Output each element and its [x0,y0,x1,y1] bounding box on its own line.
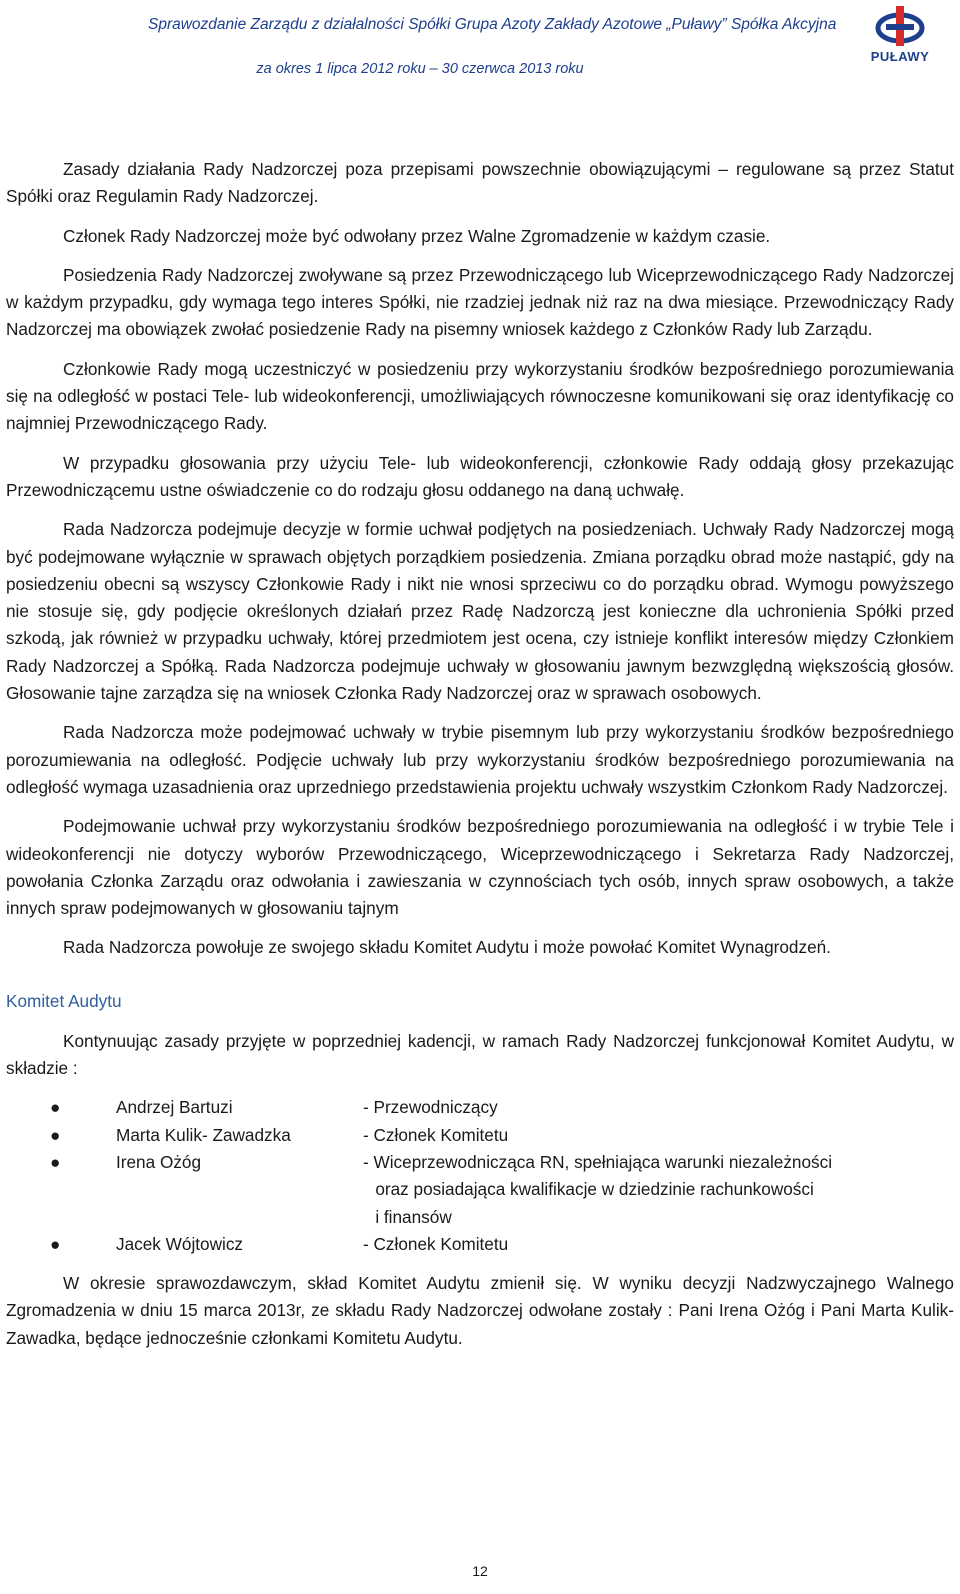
page-number: 12 [472,1563,488,1579]
paragraph-4: Członkowie Rady mogą uczestniczyć w posiedzeniu przy wykorzystaniu środków bezpośredniego porozumiewania się na odległość w postaci Tele- lub wideokonferencji, umożliwiających równoczesne komunikowani się oraz identyfikację co najmniej Przewodniczącego Rady. [6,358,954,434]
member-role: - Członek Komitetu [363,1233,509,1254]
list-item [6,1094,954,1121]
member-role: - Wiceprzewodnicząca RN, spełniająca warunki niezależności [363,1151,833,1172]
paragraph-8: Podejmowanie uchwał przy wykorzystaniu środków bezpośredniego porozumiewania na odległość i w trybie Tele i wideokonferencji nie dotyczy wyborów Przewodniczącego, Wiceprzewodniczącego i Sekretarza Rady Nadzorczej, powołania Członka Zarządu oraz odwołania i zawieszania w czynnościach tych osób, innych spraw osobowych, a także innych spraw podejmowanych w głosowaniu tajnym [6,816,954,919]
header-period: za okres 1 lipca 2012 roku – 30 czerwca 2013 roku [256,61,584,77]
paragraph-9: Rada Nadzorcza powołuje ze swojego składu Komitet Audytu i może powołać Komitet Wynagrodzeń. [63,937,831,958]
bullet-icon: ● [50,1124,61,1145]
member-role: - Członek Komitetu [363,1124,509,1145]
document-body [6,156,954,1364]
paragraph-7: Rada Nadzorcza może podejmować uchwały w trybie pisemnym lub przy wykorzystaniu środków bezpośredniego porozumiewania na odległość. Podjęcie uchwały lub przy wykorzystaniu środków bezpośredniego porozumiewania na odległość wymaga uzasadnienia oraz uprzedniego przedstawienia projektu uchwały wszystkim Członkom Rady Nadzorczej. [6,722,954,797]
paragraph-2: Członek Rady Nadzorczej może być odwołany przez Walne Zgromadzenie w każdym czasie. [63,225,771,246]
member-name: Jacek Wójtowicz [116,1233,244,1254]
member-name: Andrzej Bartuzi [116,1097,233,1118]
paragraph-5: W przypadku głosowania przy użyciu Tele- lub wideokonferencji, członkowie Rady oddają głosy przekazując Przewodniczącemu ustne oświadczenie co do rodzaju głosu oddanego na daną uchwałę. [6,452,954,500]
list-item [6,1231,954,1258]
member-role-continuation: i finansów [375,1206,452,1227]
paragraph-1: Zasady działania Rady Nadzorczej poza przepisami powszechnie obowiązującymi – regulowane są przez Statut Spółki oraz Regulamin Rady Nadzorczej. [6,159,954,207]
logo-wordmark: PUŁAWY [870,49,930,64]
closing-paragraph: W okresie sprawozdawczym, skład Komitet Audytu zmienił się. W wyniku decyzji Nadzwyczajnego Walnego Zgromadzenia w dniu 15 marca 2013r, ze składu Rady Nadzorczej odwołane zostały : Pani Irena Ożóg i Pani Marta Kulik-Zawadka, będące jednocześnie członkami Komitetu Audytu. [6,1273,954,1348]
section-heading: Komitet Audytu [6,990,122,1011]
member-name: Marta Kulik- Zawadzka [116,1124,291,1145]
member-name: Irena Ożóg [116,1151,202,1172]
bullet-icon: ● [50,1233,61,1254]
committee-members-list [6,1094,954,1258]
paragraph-3: Posiedzenia Rady Nadzorczej zwoływane są przez Przewodniczącego lub Wiceprzewodniczącego Rady Nadzorczej w każdym przypadku, gdy wymaga tego interes Spółki, nie rzadziej jednak niż raz na dwa miesiące. Przewodniczący Rady Nadzorczej ma obowiązek zwołać posiedzenie Rady na pisemny wniosek każdego z Członków Rady lub Zarządu. [6,264,954,340]
bullet-icon: ● [50,1097,61,1118]
member-role-continuation: oraz posiadająca kwalifikacje w dziedzinie rachunkowości [375,1179,814,1200]
list-item [6,1149,954,1176]
list-item-continuation [6,1204,954,1231]
bullet-icon: ● [50,1151,61,1172]
list-item [6,1122,954,1149]
member-role: - Przewodniczący [363,1097,498,1118]
header-title: Sprawozdanie Zarządu z działalności Spółki Grupa Azoty Zakłady Azotowe „Puławy” Spółka Akcyjna [148,16,837,33]
committee-intro: Kontynuując zasady przyjęte w poprzedniej kadencji, w ramach Rady Nadzorczej funkcjonował Komitet Audytu, w składzie : [6,1030,954,1079]
paragraph-6: Rada Nadzorcza podejmuje decyzje w formie uchwał podjętych na posiedzeniach. Uchwały Rady Nadzorczej mogą być podejmowane wyłącznie w sprawach objętych porządkiem posiedzenia. Zmiana porządku obrad może nastąpić, gdy na posiedzeniu obecni są wszyscy Członkowie Rady i nikt nie wnosi sprzeciwu co do porządku obrad. Wymogu powyższego nie stosuje się, gdy podjęcie określonych działań przez Radę Nadzorczą jest konieczne dla uchronienia Spółki przed szkodą, jak również w przypadku uchwały, której przedmiotem jest ocena, czy istnieje konflikt interesów między Członkiem Rady Nadzorczej a Spółką. Rada Nadzorcza podejmuje uchwały w głosowaniu jawnym bezwzględną większością głosów. Głosowanie tajne zarządza się na wniosek Członka Rady Nadzorczej oraz w sprawach osobowych. [6,519,954,704]
page-header [0,0,960,100]
list-item-continuation [6,1176,954,1203]
